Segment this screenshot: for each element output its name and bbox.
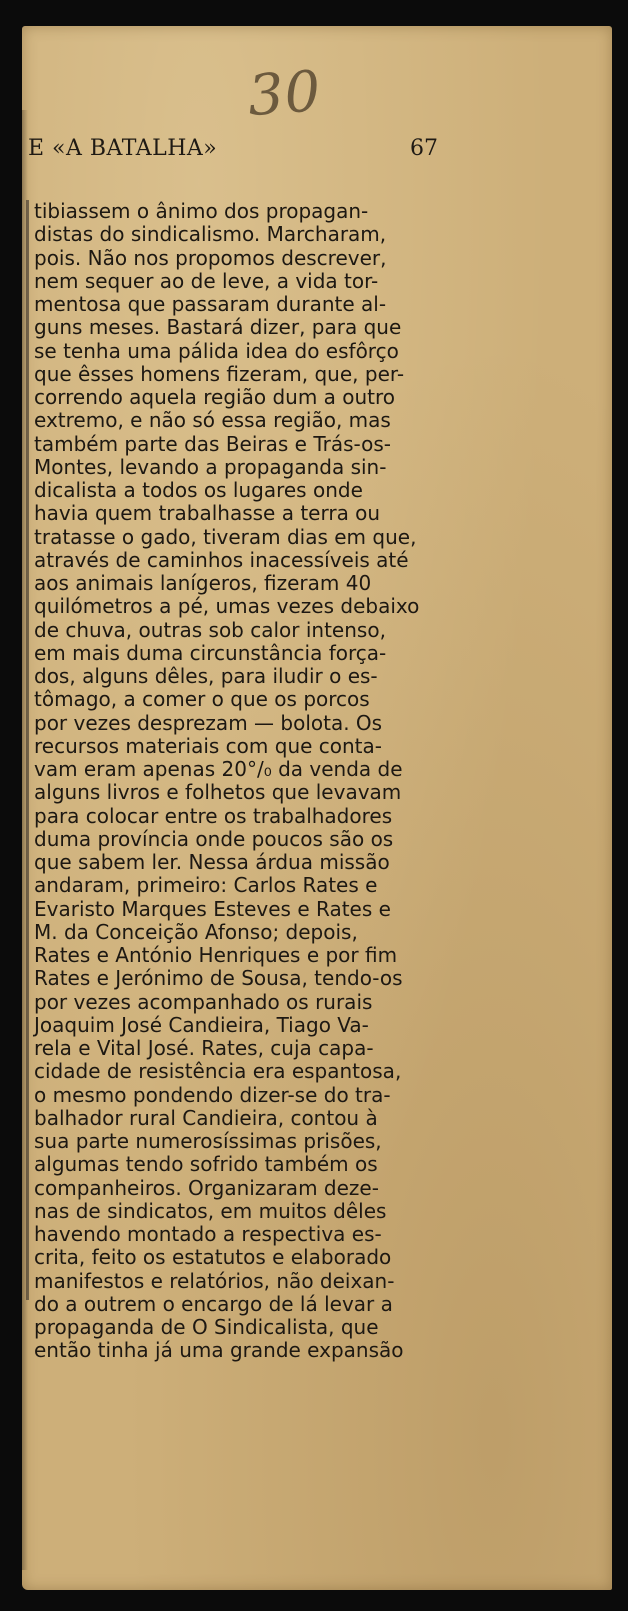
body-text-line: vam eram apenas 20°/₀ da venda de bbox=[34, 757, 403, 781]
body-text-line: balhador rural Candieira, contou à bbox=[34, 1105, 378, 1130]
body-text-line: dicalista a todos os lugares onde bbox=[34, 478, 363, 502]
body-text-line: que êsses homens fizeram, que, per- bbox=[34, 361, 405, 386]
header-title: E «A BATALHA» bbox=[28, 136, 218, 161]
body-text-line: mentosa que passaram durante al- bbox=[34, 292, 387, 316]
body-text-line: tibiassem o ânimo dos propagan- bbox=[34, 199, 369, 223]
body-text-line: M. da Conceição Afonso; depois, bbox=[34, 919, 358, 944]
body-text-line: distas do sindicalismo. Marcharam, bbox=[34, 222, 387, 247]
body-text-line: aos animais lanígeros, fizeram 40 bbox=[34, 571, 372, 595]
body-text-line: havendo montado a respectiva es- bbox=[34, 1222, 382, 1246]
body-text-line: por vezes desprezam — bolota. Os bbox=[34, 710, 383, 735]
body-text-line: recursos materiais com que conta- bbox=[34, 733, 382, 758]
body-text-line: Montes, levando a propaganda sin- bbox=[34, 454, 387, 479]
body-text-line: crita, feito os estatutos e elaborado bbox=[34, 1245, 392, 1270]
body-text-line: rela e Vital José. Rates, cuja capa- bbox=[34, 1036, 374, 1060]
body-text-line: nas de sindicatos, em muitos dêles bbox=[34, 1198, 387, 1223]
body-text-line: então tinha já uma grande expansão bbox=[34, 1338, 404, 1363]
body-text-line: também parte das Beiras e Trás-os- bbox=[34, 431, 391, 456]
body-text-line: companheiros. Organizaram deze- bbox=[34, 1175, 379, 1200]
body-text-line: que sabem ler. Nessa árdua missão bbox=[34, 850, 390, 874]
body-text-line: cidade de resistência era espantosa, bbox=[34, 1059, 402, 1084]
body-text-line: pois. Não nos propomos descrever, bbox=[34, 245, 387, 270]
body-text-line: nem sequer ao de leve, a vida tor- bbox=[34, 268, 379, 293]
header-page-number: 67 bbox=[410, 136, 438, 161]
handwritten-page-annotation: 30 bbox=[245, 59, 324, 130]
body-text-line: para colocar entre os trabalhadores bbox=[34, 803, 393, 828]
running-header bbox=[28, 136, 438, 166]
body-text-line: se tenha uma pálida idea do esfôrço bbox=[34, 338, 399, 363]
body-text-line: correndo aquela região dum a outro bbox=[34, 385, 396, 409]
body-text-line: manifestos e relatórios, não deixan- bbox=[34, 1268, 395, 1293]
body-text-line: através de caminhos inacessíveis até bbox=[34, 547, 409, 572]
body-text-line: tratasse o gado, tiveram dias em que, bbox=[34, 524, 417, 549]
body-text-line: havia quem trabalhasse a terra ou bbox=[34, 501, 381, 526]
left-margin-rule bbox=[26, 200, 29, 1300]
body-text-line: guns meses. Bastará dizer, para que bbox=[34, 315, 402, 340]
body-text-line: sua parte numerosíssimas prisões, bbox=[34, 1129, 382, 1153]
body-text-line: de chuva, outras sob calor intenso, bbox=[34, 617, 386, 642]
body-text-line: extremo, e não só essa região, mas bbox=[34, 408, 391, 433]
body-text-line: do a outrem o encargo de lá levar a bbox=[34, 1291, 393, 1316]
body-text-line: em mais duma circunstância força- bbox=[34, 640, 387, 665]
body-text-line: dos, alguns dêles, para iludir o es- bbox=[34, 664, 378, 688]
body-text-line: por vezes acompanhado os rurais bbox=[34, 989, 373, 1014]
body-text-line: tômago, a comer o que os porcos bbox=[34, 687, 370, 712]
body-text-line: andaram, primeiro: Carlos Rates e bbox=[34, 873, 378, 898]
body-text-line: algumas tendo sofrido também os bbox=[34, 1152, 378, 1177]
body-text-line: duma província onde poucos são os bbox=[34, 826, 394, 851]
body-text-line: Joaquim José Candieira, Tiago Va- bbox=[34, 1012, 369, 1037]
body-text-line: Evaristo Marques Esteves e Rates e bbox=[34, 896, 391, 921]
body-text-line: Rates e Jerónimo de Sousa, tendo-os bbox=[34, 966, 403, 991]
body-text-line: o mesmo pondendo dizer-se do tra- bbox=[34, 1082, 391, 1107]
body-text-line: quilómetros a pé, umas vezes debaixo bbox=[34, 594, 420, 619]
body-text-line: propaganda de O Sindicalista, que bbox=[34, 1315, 379, 1339]
body-text-line: Rates e António Henriques e por fim bbox=[34, 943, 398, 967]
article-body bbox=[34, 200, 434, 1363]
body-text-line: alguns livros e folhetos que levavam bbox=[34, 780, 402, 805]
